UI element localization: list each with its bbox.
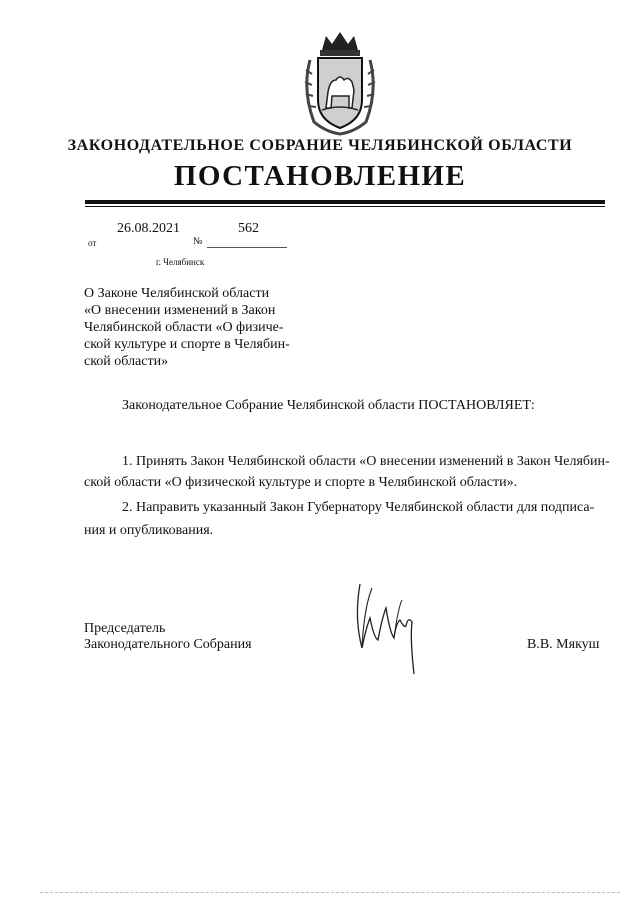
preamble: Законодательное Собрание Челябинской области ПОСТАНОВЛЯЕТ: [122, 398, 535, 413]
from-label: от [88, 238, 97, 248]
organization-name: ЗАКОНОДАТЕЛЬНОЕ СОБРАНИЕ ЧЕЛЯБИНСКОЙ ОБЛАСТИ [67, 137, 573, 154]
paragraph-1-line-1: 1. Принять Закон Челябинской области «О внесении изменений в Закон Челябин- [122, 454, 610, 469]
signatory-title-line-1: Председатель [84, 621, 166, 636]
handwritten-signature-icon [350, 578, 430, 678]
number-label: № [193, 236, 203, 247]
document-date: 26.08.2021 [117, 221, 180, 236]
signatory-title-line-2: Законодательного Собрания [84, 637, 252, 652]
city-label: г. Челябинск [156, 257, 205, 267]
paragraph-2-line-1: 2. Направить указанный Закон Губернатору Челябинской области для подписа- [122, 500, 595, 515]
document-type-title: ПОСТАНОВЛЕНИЕ [173, 160, 467, 192]
subject-line: ской культуре и спорте в Челябин- [84, 337, 290, 352]
coat-of-arms-icon [300, 30, 380, 136]
signatory-name: В.В. Мякуш [527, 637, 600, 652]
number-underline [207, 247, 287, 248]
document-number: 562 [238, 221, 259, 236]
page-bottom-edge [40, 892, 620, 893]
paragraph-2-line-2: ния и опубликования. [84, 523, 214, 538]
subject-line: «О внесении изменений в Закон [84, 303, 276, 318]
header-divider-thin [85, 206, 605, 207]
paragraph-1-line-2: ской области «О физической культуре и спорте в Челябинской области». [84, 475, 518, 490]
subject-line: ской области» [84, 354, 169, 369]
document-subject [84, 285, 298, 370]
subject-line: Челябинской области «О физиче- [84, 320, 284, 335]
header-divider-thick [85, 200, 605, 204]
subject-line: О Законе Челябинской области [84, 286, 270, 301]
